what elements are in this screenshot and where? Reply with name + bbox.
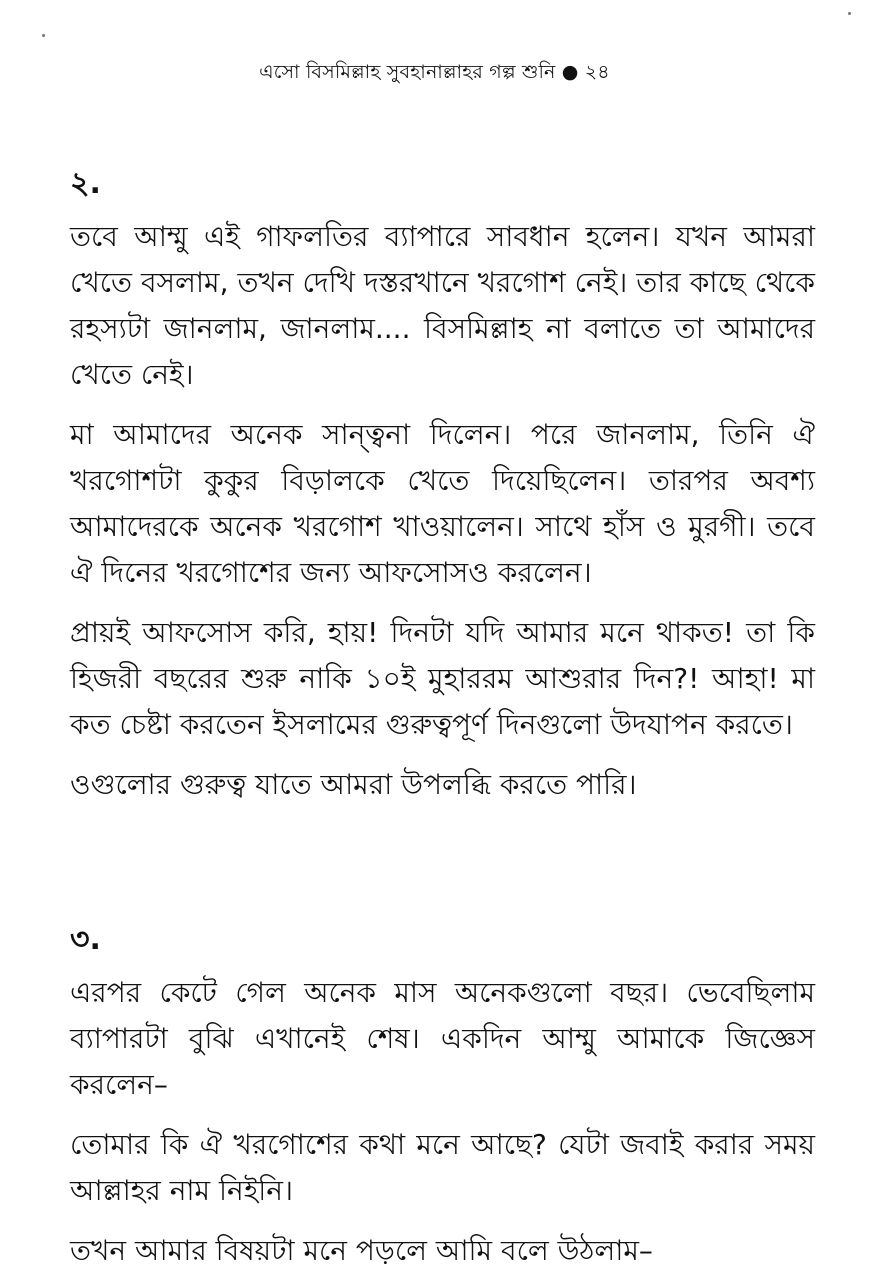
paragraph: ওগুলোর গুরুত্ব যাতে আমরা উপলব্ধি করতে পারি। <box>70 768 637 801</box>
scan-speck <box>848 12 851 15</box>
paragraph: মা আমাদের অনেক সান্ত্বনা দিলেন। পরে জানলাম, তিনি ঐ খরগোশটা কুকুর বিড়ালকে খেতে দিয়েছিলেন। তারপর অবশ্য আমাদেরকে অনেক খরগোশ খাওয়ালেন। সাথে হাঁস ও মুরগী। তবে ঐ দিনের খরগোশের জন্য আফসোসও করলেন। <box>70 418 815 589</box>
section-2 <box>70 162 815 822</box>
paragraph: তবে আম্মু এই গাফলতির ব্যাপারে সাবধান হলেন। যখন আমরা খেতে বসলাম, তখন দেখি দস্তরখানে খরগোশ নেই। তার কাছে থেকে রহস্যটা জানলাম, জানলাম.... বিসমিল্লাহ না বলাতে তা আমাদের খেতে নেই। <box>70 220 815 391</box>
section-number: ২. <box>70 166 101 201</box>
running-header: এসো বিসমিল্লাহ সুবহানাল্লাহর গল্প শুনি ● ২৪ <box>259 61 610 83</box>
paragraph: তখন আমার বিষয়টা মনে পড়লে আমি বলে উঠলাম– <box>70 1234 653 1267</box>
section-3 <box>70 918 815 1288</box>
paragraph: এরপর কেটে গেল অনেক মাস অনেকগুলো বছর। ভেবেছিলাম ব্যাপারটা বুঝি এখানেই শেষ। একদিন আম্মু আমাকে জিজ্ঞেস করলেন– <box>70 976 815 1101</box>
scan-speck <box>42 34 45 37</box>
paragraph: তোমার কি ঐ খরগোশের কথা মনে আছে? যেটা জবাই করার সময় আল্লাহর নাম নিইনি। <box>70 1128 815 1207</box>
paragraph: প্রায়ই আফসোস করি, হায়! দিনটা যদি আমার মনে থাকত! তা কি হিজরী বছরের শুরু নাকি ১০ই মুহাররম আশুরার দিন?! আহা! মা কত চেষ্টা করতেন ইসলামের গুরুত্বপূর্ণ দিনগুলো উদযাপন করতে। <box>70 616 815 741</box>
section-number: ৩. <box>70 922 101 957</box>
